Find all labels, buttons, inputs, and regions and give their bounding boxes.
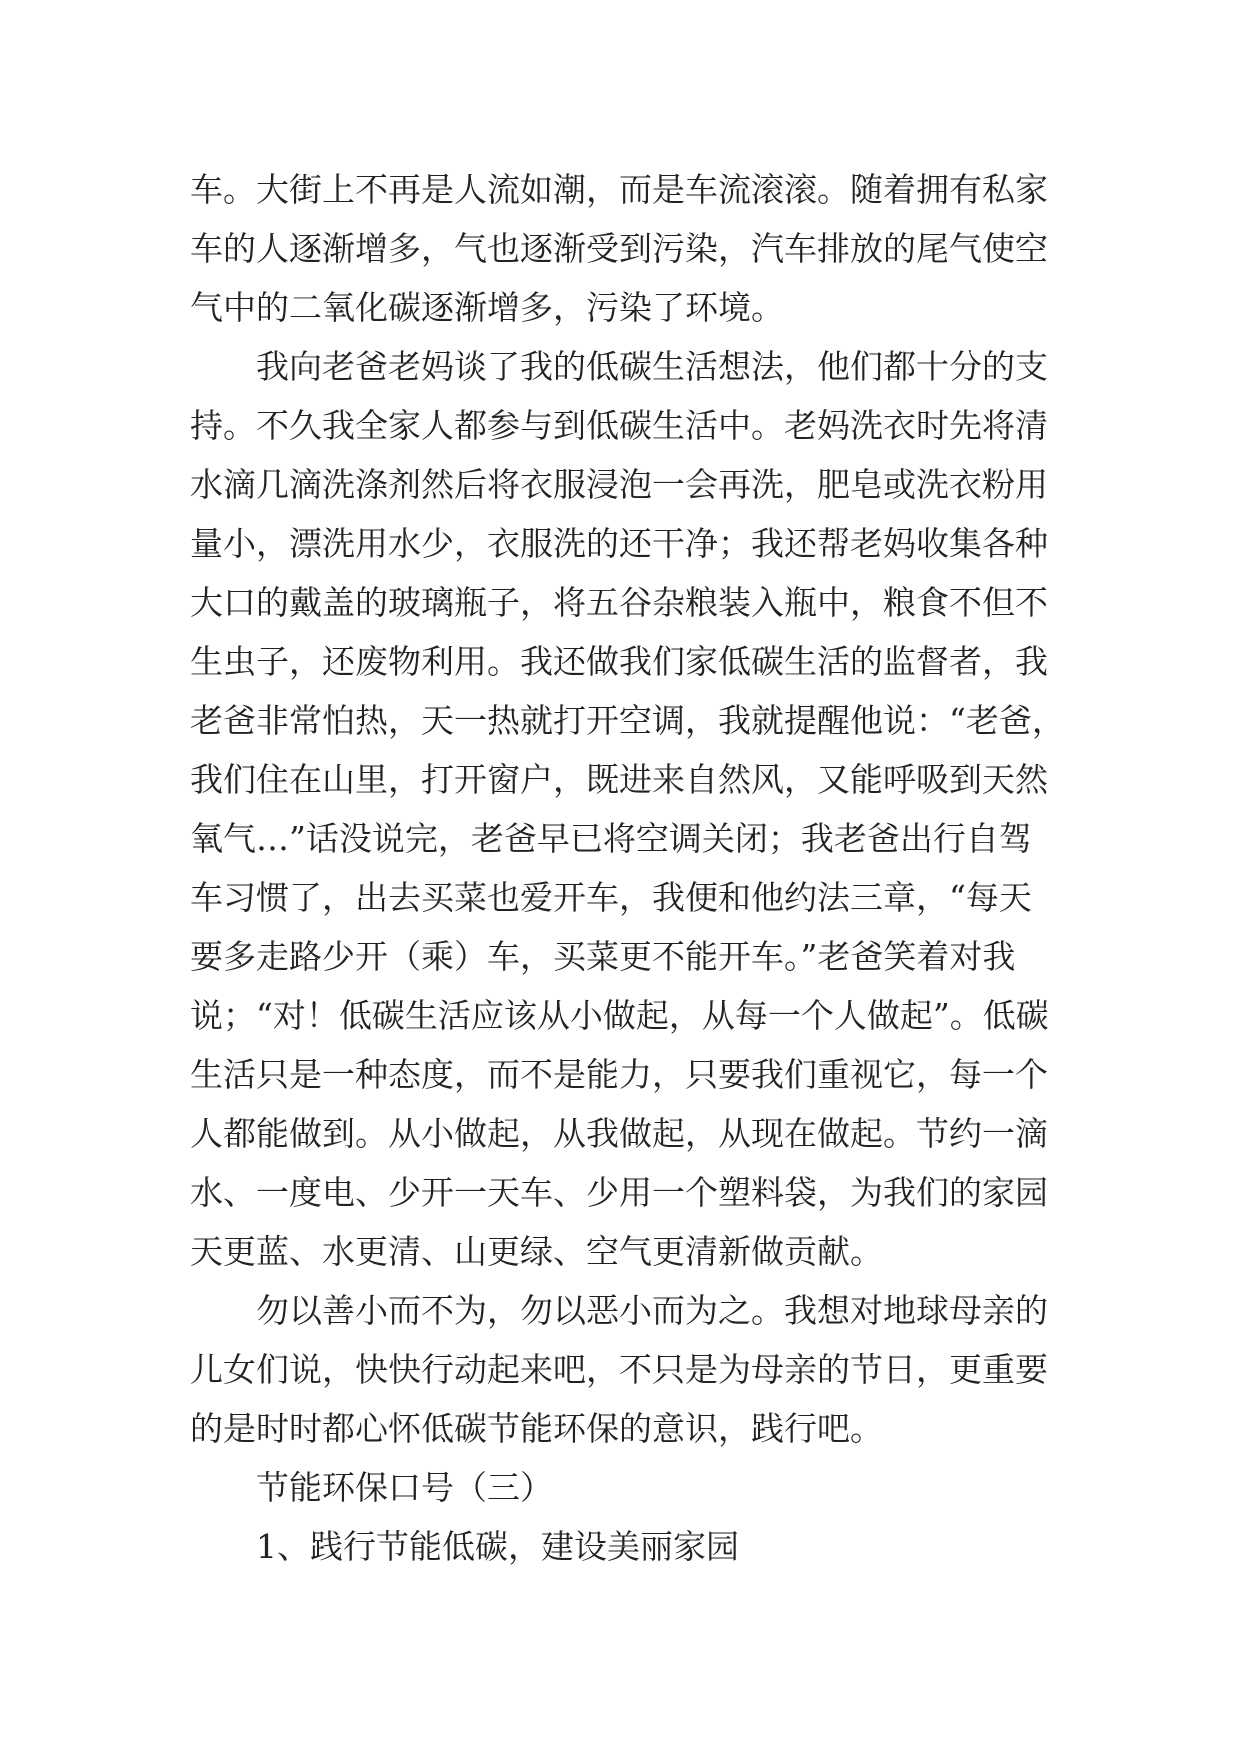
text-line: 我们住在山里，打开窗户，既进来自然风，又能呼吸到天然 — [190, 760, 1048, 799]
text-line: 水、一度电、少开一天车、少用一个塑料袋，为我们的家园 — [190, 1173, 1048, 1212]
text-line: 的是时时都心怀低碳节能环保的意识，践行吧。 — [190, 1409, 883, 1448]
text-line: 生活只是一种态度，而不是能力，只要我们重视它，每一个 — [190, 1055, 1048, 1094]
section-heading: 节能环保口号（三） — [256, 1468, 553, 1507]
text-line: 气中的二氧化碳逐渐增多，污染了环境。 — [190, 288, 784, 327]
text-line: 儿女们说，快快行动起来吧，不只是为母亲的节日，更重要 — [190, 1350, 1048, 1389]
text-line: 老爸非常怕热，天一热就打开空调，我就提醒他说：“老爸， — [190, 701, 1065, 740]
text-line: 人都能做到。从小做起，从我做起，从现在做起。节约一滴 — [190, 1114, 1048, 1153]
text-line: 说；“对！低碳生活应该从小做起，从每一个人做起”。低碳 — [190, 996, 1049, 1035]
text-line: 生虫子，还废物利用。我还做我们家低碳生活的监督者，我 — [190, 642, 1048, 681]
paragraph-start-line: 我向老爸老妈谈了我的低碳生活想法，他们都十分的支 — [256, 347, 1048, 386]
text-line: 氧气…”话没说完，老爸早已将空调关闭；我老爸出行自驾 — [190, 819, 1032, 858]
text-line: 要多走路少开（乘）车，买菜更不能开车。”老爸笑着对我 — [190, 937, 1016, 976]
text-line: 量小，漂洗用水少，衣服洗的还干净；我还帮老妈收集各种 — [190, 524, 1048, 563]
text-line: 车习惯了，出去买菜也爱开车，我便和他约法三章，“每天 — [190, 878, 1032, 917]
document-body — [190, 160, 1070, 1576]
slogan-item: 1、践行节能低碳，建设美丽家园 — [256, 1527, 739, 1566]
text-line: 水滴几滴洗涤剂然后将衣服浸泡一会再洗，肥皂或洗衣粉用 — [190, 465, 1048, 504]
text-line: 大口的戴盖的玻璃瓶子，将五谷杂粮装入瓶中，粮食不但不 — [190, 583, 1048, 622]
text-line: 持。不久我全家人都参与到低碳生活中。老妈洗衣时先将清 — [190, 406, 1048, 445]
text-line: 天更蓝、水更清、山更绿、空气更清新做贡献。 — [190, 1232, 883, 1271]
text-line: 车。大街上不再是人流如潮，而是车流滚滚。随着拥有私家 — [190, 170, 1048, 209]
text-line: 车的人逐渐增多，气也逐渐受到污染，汽车排放的尾气使空 — [190, 229, 1048, 268]
paragraph-start-line: 勿以善小而不为，勿以恶小而为之。我想对地球母亲的 — [256, 1291, 1048, 1330]
